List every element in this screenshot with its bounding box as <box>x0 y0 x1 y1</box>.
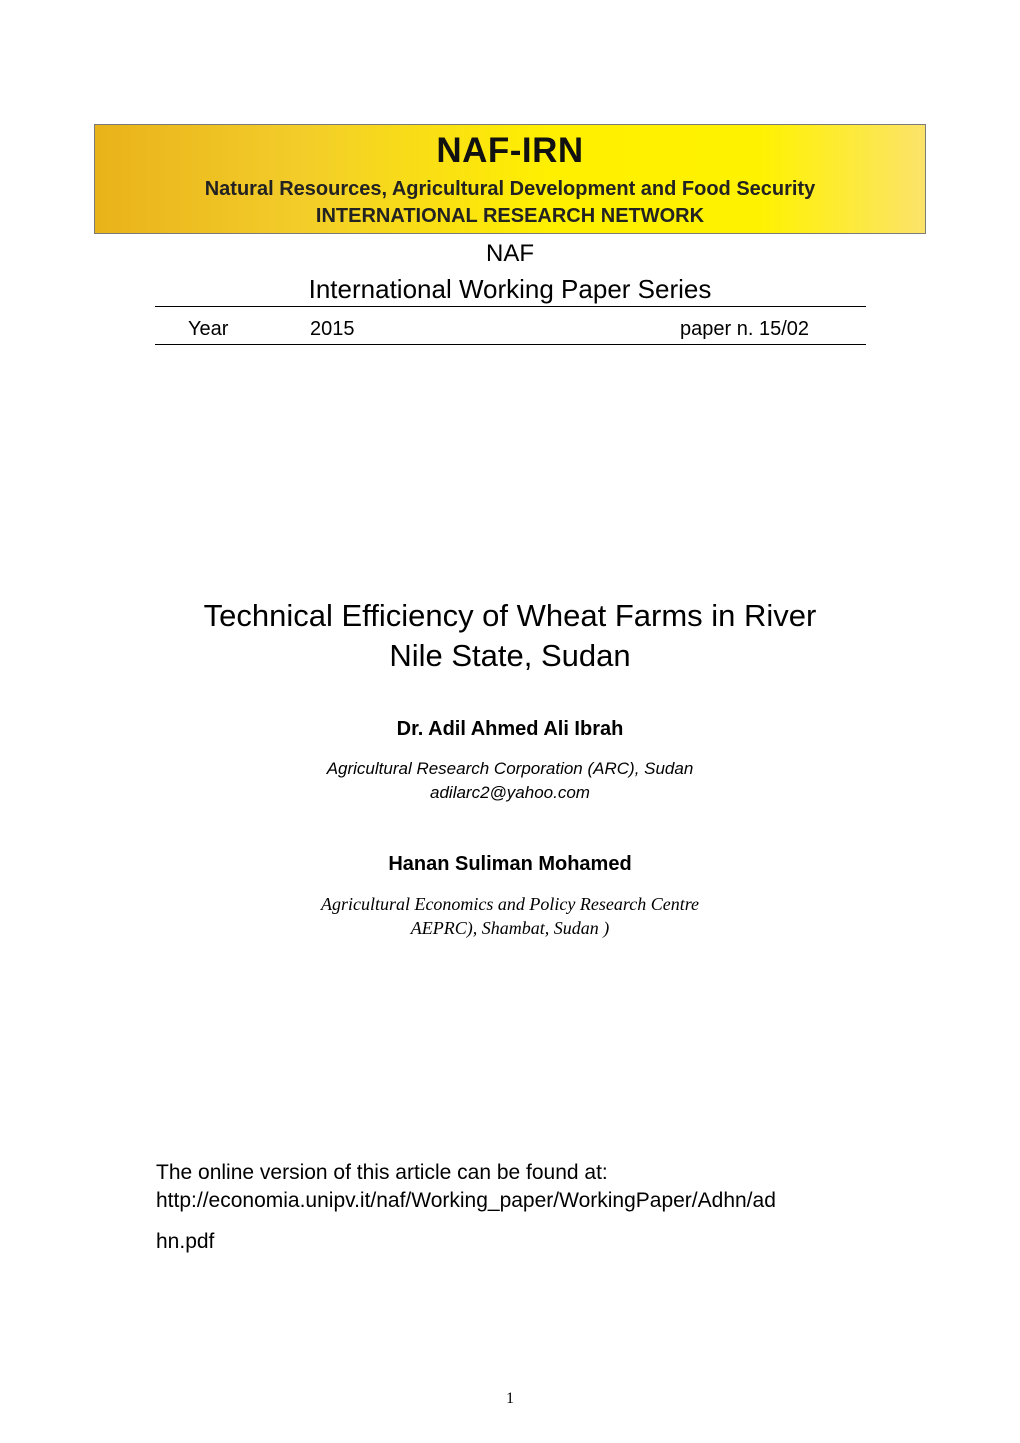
banner-subtitle-line2: INTERNATIONAL RESEARCH NETWORK <box>315 205 705 227</box>
paper-title-line2: Nile State, Sudan <box>389 638 631 673</box>
paper-title-line1: Technical Efficiency of Wheat Farms in River <box>203 598 817 633</box>
paper-title <box>0 596 1020 676</box>
banner-subtitle-line1: Natural Resources, Agricultural Development and Food Security <box>204 178 816 200</box>
naf-irn-banner <box>94 124 926 234</box>
author-affiliation-line2: AEPRC), Shambat, Sudan ) <box>410 918 610 938</box>
author-email: adilarc2@yahoo.com <box>430 783 590 802</box>
author-affiliation-line1: Agricultural Economics and Policy Research Centre <box>320 894 700 914</box>
online-version-note: The online version of this article can be found at: <box>156 1161 608 1184</box>
author-name: Hanan Suliman Mohamed <box>388 853 632 875</box>
paper-number: paper n. 15/02 <box>680 318 809 340</box>
online-url-line1[interactable]: http://economia.unipv.it/naf/Working_paper/WorkingPaper/Adhn/ad <box>156 1189 776 1212</box>
series-top-rule <box>155 306 866 307</box>
banner-title: NAF-IRN <box>436 131 584 170</box>
series-bottom-rule <box>155 344 866 345</box>
year-label: Year <box>188 318 229 340</box>
author-name: Dr. Adil Ahmed Ali Ibrah <box>396 718 624 740</box>
series-name: NAF <box>486 240 534 267</box>
page-number: 1 <box>506 1390 514 1407</box>
online-url-line2[interactable]: hn.pdf <box>156 1230 215 1253</box>
year-value: 2015 <box>310 318 355 340</box>
series-title: International Working Paper Series <box>308 274 712 304</box>
author-affiliation: Agricultural Research Corporation (ARC), Sudan <box>326 759 694 778</box>
